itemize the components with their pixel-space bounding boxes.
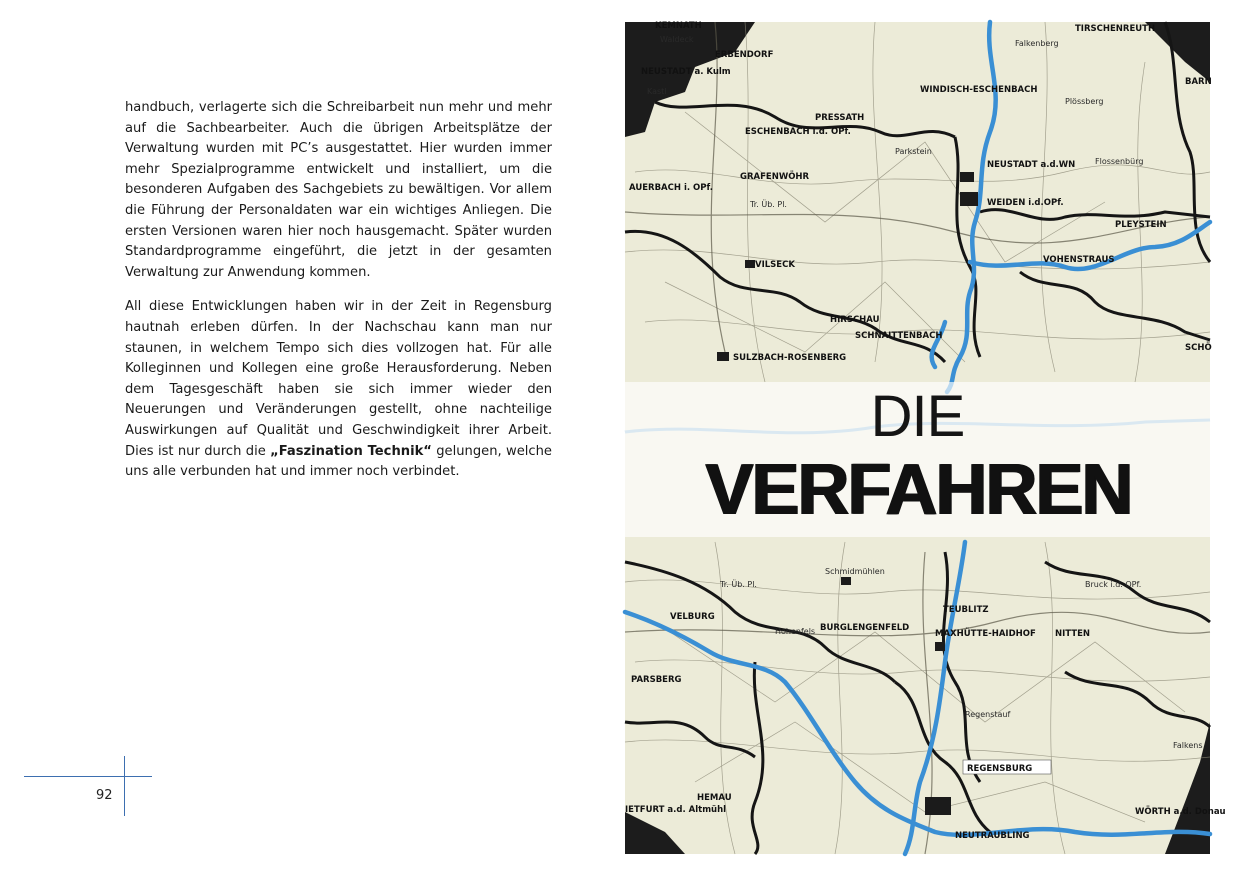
map-label-weiden: WEIDEN i.d.OPf. <box>987 198 1064 208</box>
folio-rule-vertical <box>124 756 125 816</box>
map-label-pleystein: PLEYSTEIN <box>1115 220 1167 230</box>
map-label-kemnath: KEMNATH <box>655 21 702 31</box>
map-label-grafenwoehr: GRAFENWÖHR <box>740 172 810 182</box>
map-label-schoensee: SCHÖ <box>1185 343 1212 353</box>
map-label-schnaittenbach: SCHNAITTENBACH <box>855 331 943 341</box>
map-label-pressath: PRESSATH <box>815 113 865 123</box>
map-label-velburg: VELBURG <box>670 612 715 622</box>
map-label-hemau: HEMAU <box>697 793 732 803</box>
page-number: 92 <box>96 788 113 803</box>
map-label-neustadt-wn: NEUSTADT a.d.WN <box>987 160 1076 170</box>
map-label-kastl: Kastl <box>647 87 667 96</box>
paragraph-2-start: All diese Entwicklungen haben wir in der Zeit in Regensburg hautnah erleben dürfen. In der Nachschau kann man nur staunen, in welchem Tempo sich dies vollzogen hat. Für alle Kolleginnen und Kollegen eine große Herausforderung. Neben dem Tagesgeschäft haben sie sich immer wieder den Neuerungen und Veränderungen gestellt, ohne nachteilige Auswirkungen auf Qualität und Geschwindigkeit ihrer Arbeit. Dies ist nur durch die <box>125 299 552 459</box>
map-label-flossenbuerg: Flossenbürg <box>1095 157 1144 166</box>
map-label-falkenberg: Falkenberg <box>1015 39 1059 48</box>
map-label-regenstauf: Regenstauf <box>965 710 1011 719</box>
paragraph-1: handbuch, verlagerte sich die Schreibarbeit nun mehr und mehr auf die Sachbearbeiter. Auch die übrigen Arbeitsplätze der Verwaltung wurden mit PC’s ausgestattet. Hier wurden immer mehr Spezialprogramme entwickelt und installiert, um die besonderen Aufgaben des Sachgebiets zu bewältigen. Vor allem die Führung der Personaldaten war ein wichtiges Anliegen. Die ersten Versionen waren hier noch hausgemacht. Später wurden Standardprogramme eingeführt, die jetzt in der gesamten Verwaltung zur Anwendung kommen. <box>125 100 552 280</box>
map-label-maxhuette-haidhof: MAXHÜTTE-HAIDHOF <box>935 629 1036 639</box>
map-label-neutraubling: NEUTRAUBLING <box>955 831 1030 841</box>
map-label-sulzbach-rosenberg: SULZBACH-ROSENBERG <box>733 353 847 363</box>
paragraph-2 <box>125 297 552 482</box>
map-label-regensburg: REGENSBURG <box>967 764 1033 774</box>
map-image <box>625 21 1226 854</box>
map-label-barnau: BARN <box>1185 77 1212 87</box>
map-label-falkenstein: Falkens <box>1173 741 1203 750</box>
paragraph-2-end: gelungen, welche uns alle verbunden hat und immer noch verbindet. <box>125 443 552 480</box>
title-line-2: VERFAHREN <box>704 450 1131 530</box>
map-label-tirschenreuth: TIRSCHENREUTH <box>1075 24 1156 34</box>
map-label-vilseck: VILSECK <box>755 260 795 270</box>
map-label-parkstein: Parkstein <box>895 147 932 156</box>
folio-rule-horizontal <box>24 776 152 777</box>
paragraph-2-emphasis: „Faszination Technik“ <box>270 443 432 459</box>
map-label-windisch-eschenbach: WINDISCH-ESCHENBACH <box>920 85 1038 95</box>
map-label-bruck: Bruck i.d. OPf. <box>1085 580 1142 589</box>
map-label-vohenstrauss: VOHENSTRAUS <box>1043 255 1115 265</box>
body-text <box>125 98 552 497</box>
map-label-eschenbach: ESCHENBACH i.d. OPf. <box>745 127 851 137</box>
map-label-teublitz: TEUBLITZ <box>943 605 989 615</box>
map-label-parsberg: PARSBERG <box>631 675 682 685</box>
map-label-burglengenfeld: BURGLENGENFELD <box>820 623 910 633</box>
map-label-auerbach: AUERBACH i. OPf. <box>629 183 713 193</box>
map-label-truppenuebungsplatz-north: Tr. Üb. Pl. <box>750 200 787 209</box>
map-label-hohenfels: Hohenfels <box>775 627 816 636</box>
title-line-1: DIE <box>870 384 965 449</box>
map-label-nittenau: NITTEN <box>1055 629 1090 639</box>
map-label-plossberg: Plössberg <box>1065 97 1104 106</box>
map-label-hirschau: HIRSCHAU <box>830 315 880 325</box>
map-label-truppenuebungsplatz-south: Tr. Üb. Pl. <box>720 580 757 589</box>
map-label-dietfurt: IETFURT a.d. Altmühl <box>625 805 727 815</box>
map-label-woerth: WÖRTH a.d. Donau <box>1135 807 1226 817</box>
map-label-erbendorf: ERBENDORF <box>715 50 774 60</box>
map-label-neustadt-kulm: NEUSTADT a. Kulm <box>641 67 731 77</box>
map-label-waldeck: Waldeck <box>660 35 694 44</box>
map-label-schmidmuehlen: Schmidmühlen <box>825 567 885 576</box>
